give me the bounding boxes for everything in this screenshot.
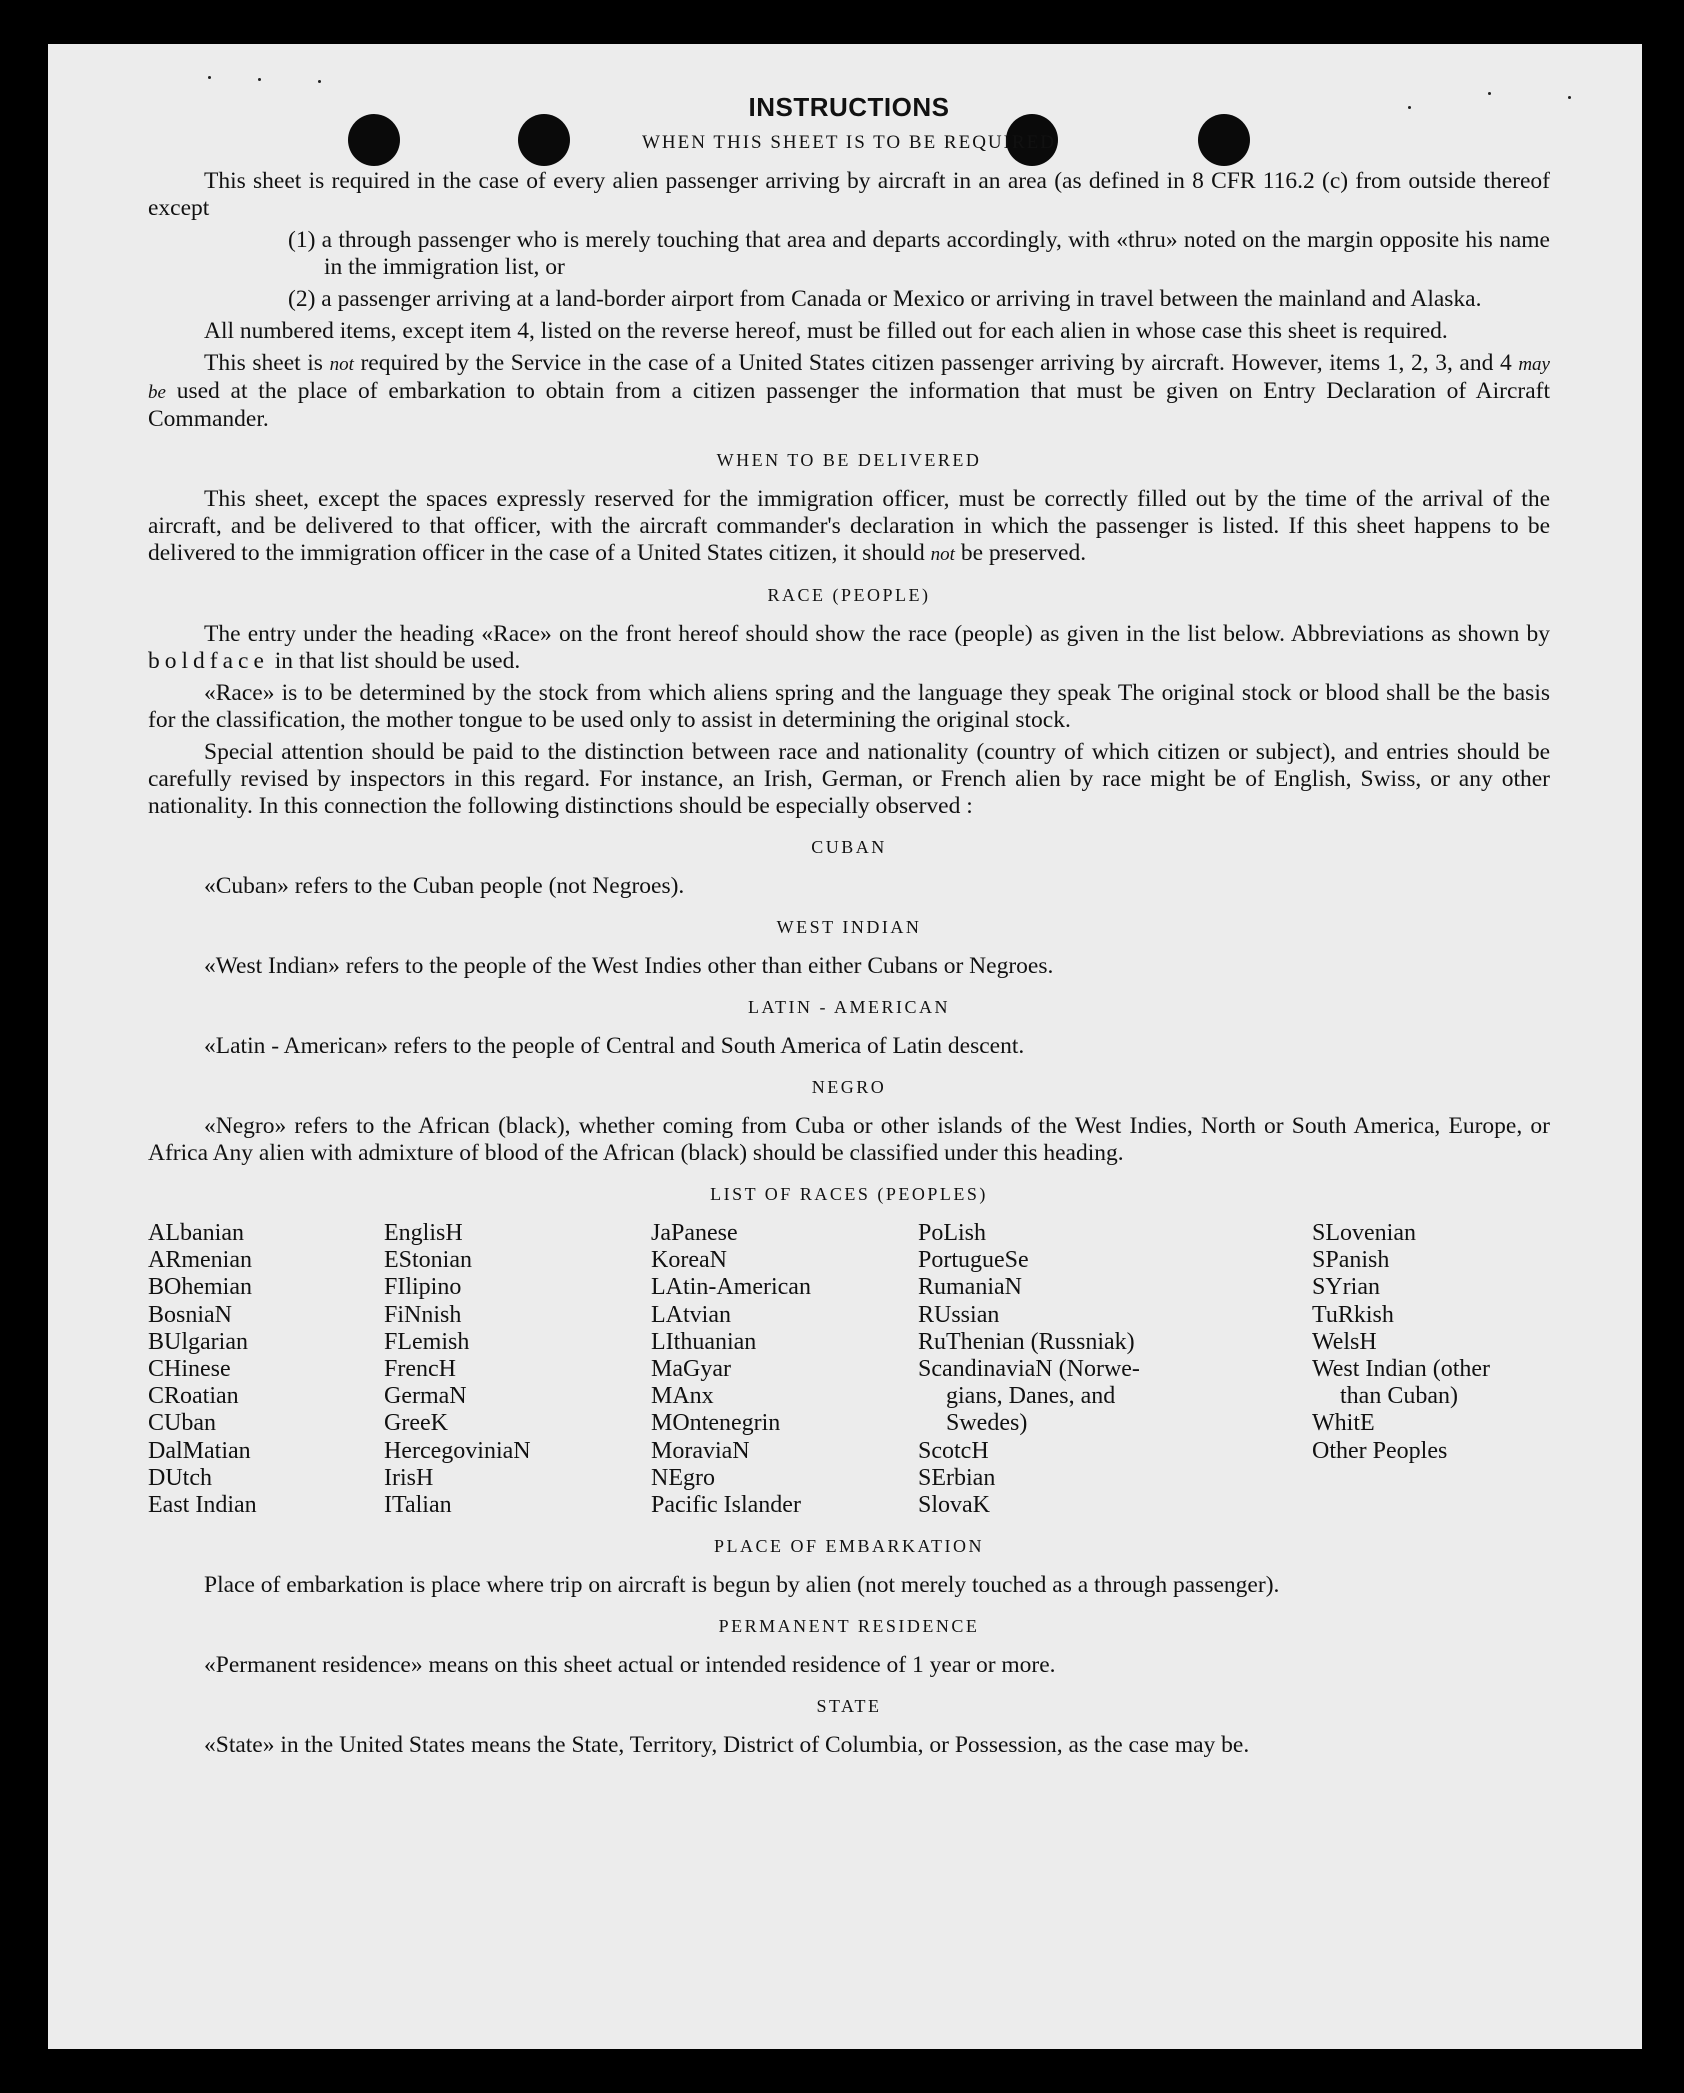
section-heading-negro: NEGRO [811,1077,887,1097]
race-item: ScandinaviaN (Norwe- [918,1356,1140,1383]
race-item: PortugueSe [918,1247,1029,1274]
races-column [148,1220,384,1519]
text-run: This sheet is [204,350,330,376]
emphasis-not: not [930,544,955,565]
race-item: IrisH [384,1464,434,1491]
race-item: ITalian [384,1492,452,1519]
race-item: JaPanese [651,1220,738,1246]
race-item: Pacific Islander [651,1492,801,1519]
race-item: MoraviaN [651,1437,750,1464]
race-item: SErbian [918,1464,996,1491]
race-item: TuRkish [1312,1301,1394,1328]
race-item: NEgro [651,1464,715,1491]
paragraph: «Permanent residence» means on this sheet actual or intended residence of 1 year or more. [204,1652,1056,1679]
race-item: RUssian [918,1301,1000,1328]
race-item: SlovaK [918,1492,990,1519]
race-item: PoLish [918,1220,987,1246]
race-item: RumaniaN [918,1274,1022,1301]
race-item-continued: than Cuban) [1340,1383,1458,1410]
race-item: ALbanian [148,1220,244,1246]
race-item: DUtch [148,1464,212,1491]
paragraph [148,621,1550,675]
race-item: EnglisH [384,1220,463,1246]
race-item: SLovenian [1312,1220,1416,1246]
page-title: INSTRUCTIONS [748,92,950,122]
race-item: HercegoviniaN [384,1437,531,1464]
race-item: FIlipino [384,1274,462,1301]
race-item: Other Peoples [1312,1437,1448,1464]
section-heading-residence: PERMANENT RESIDENCE [718,1616,980,1637]
race-item: RuThenian (Russniak) [918,1328,1135,1355]
instructions-content [148,94,1550,1764]
race-item: FiNnish [384,1301,462,1328]
race-item: EStonian [384,1247,472,1274]
paragraph: «Cuban» refers to the Cuban people (not Negroes). [204,873,685,899]
section-heading-embarkation: PLACE OF EMBARKATION [713,1536,985,1557]
race-item: BUlgarian [148,1328,248,1355]
paragraph: «Race» is to be determined by the stock from which aliens spring and the language they speak The original stock or blood shall be the basis for the classification, the mother tongue to be used only to assist in determining the original stock. [148,680,1550,733]
race-item: MAnx [651,1383,714,1410]
race-item: SYrian [1312,1274,1380,1301]
paragraph: All numbered items, except item 4, listed on the reverse hereof, must be filled out for each alien in whose case this sheet is required. [204,318,1448,344]
races-column [384,1220,651,1519]
race-item: FrencH [384,1356,456,1383]
paragraph: Special attention should be paid to the distinction between race and nationality (country of which citizen or subject), and entries should be carefully revised by inspectors in this regard. For instance, an Irish, German, or French alien by race might be of English, Swiss, or any other nationality. In this connection the following distinctions should be especially observed : [148,739,1550,819]
race-item: ARmenian [148,1247,252,1274]
races-list [148,1220,1550,1519]
race-item: WelsH [1312,1328,1377,1355]
race-item: GreeK [384,1410,448,1437]
race-item: East Indian [148,1492,257,1519]
race-item: FLemish [384,1328,470,1355]
race-item: CRoatian [148,1383,239,1410]
section-heading-latin-american: LATIN - AMERICAN [748,997,950,1017]
race-item: KoreaN [651,1247,727,1274]
race-item: LAtvian [651,1301,731,1328]
text-run: in that list should be used. [268,648,521,674]
paragraph: «State» in the United States means the State, Territory, District of Columbia, or Possession, as the case may be. [204,1732,1250,1759]
paragraph [148,350,1550,433]
section-heading-delivered: WHEN TO BE DELIVERED [716,450,982,470]
race-item: West Indian (other [1312,1356,1491,1383]
race-item-continued: Swedes) [946,1410,1028,1437]
races-column [1312,1220,1550,1519]
races-column [651,1220,918,1519]
emphasis-not: not [329,354,354,375]
race-item: CUban [148,1410,216,1437]
text-run: be preserved. [954,540,1087,566]
paragraph: This sheet is required in the case of every alien passenger arriving by aircraft in an area (as defined in 8 CFR 116.2 (c) from outside thereof except [148,168,1550,221]
paragraph [148,486,1550,568]
paragraph: «West Indian» refers to the people of the West Indies other than either Cubans or Negroes. [204,953,1054,979]
race-item: LAtin-American [651,1274,811,1301]
section-heading-required: WHEN THIS SHEET IS TO BE REQUIRED [642,132,1056,153]
text-run: This sheet, except the spaces expressly reserved for the immigration officer, must be correctly filled out by the time of the arrival of the aircraft, and be delivered to that officer, with the aircraft commander's declaration in which the passenger is listed. If this sheet happens to be delivered to the immigration officer in the case of a United States citizen, it should [148,486,1550,566]
list-item: (1) a through passenger who is merely touching that area and departs accordingly, with «thru» noted on the margin opposite his name in the immigration list, or [288,227,1550,280]
paragraph: «Negro» refers to the African (black), whether coming from Cuba or other islands of the West Indies, North or South America, Europe, or Africa Any alien with admixture of blood of the African (black) should be classified under this heading. [148,1113,1550,1166]
list-item: (2) a passenger arriving at a land-border airport from Canada or Mexico or arriving in travel between the mainland and Alaska. [288,286,1482,312]
paragraph: «Latin - American» refers to the people of Central and South America of Latin descent. [204,1033,1025,1059]
section-heading-state: STATE [816,1696,882,1717]
text-run: required by the Service in the case of a United States citizen passenger arriving by aircraft. However, items 1, 2, 3, and 4 [353,350,1519,376]
race-item: LIthuanian [651,1328,757,1355]
race-item: MaGyar [651,1356,731,1383]
race-item-continued: gians, Danes, and [946,1383,1116,1410]
section-heading-list-of-races: LIST OF RACES (PEOPLES) [710,1184,988,1204]
boldface-word: boldface [148,648,269,674]
race-item: MOntenegrin [651,1410,781,1437]
race-item: DalMatian [148,1437,251,1464]
document-sheet [48,44,1642,2049]
text-run: used at the place of embarkation to obtain from a citizen passenger the information that must be given on Entry Declaration of Aircraft Commander. [148,378,1550,432]
section-heading-west-indian: WEST INDIAN [776,917,922,937]
race-item: CHinese [148,1356,231,1383]
race-item: BOhemian [148,1274,252,1301]
race-item: SPanish [1312,1247,1390,1274]
race-item: BosniaN [148,1301,232,1328]
paragraph: Place of embarkation is place where trip on aircraft is begun by alien (not merely touched as a through passenger). [204,1572,1280,1599]
race-item: GermaN [384,1383,467,1410]
section-heading-race: RACE (PEOPLE) [767,585,931,605]
race-item: WhitE [1312,1410,1375,1437]
race-item: ScotcH [918,1437,989,1464]
section-heading-cuban: CUBAN [811,837,887,857]
text-run: The entry under the heading «Race» on the front hereof should show the race (people) as given in the list below. Abbreviations as shown by [204,621,1550,647]
races-column [918,1220,1312,1519]
emphasis-may-be: may be [148,354,1550,403]
